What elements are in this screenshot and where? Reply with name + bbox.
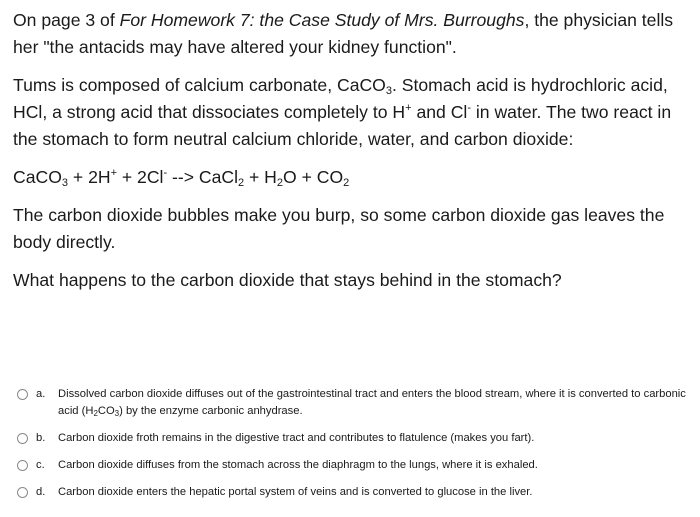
option-c[interactable] [17,457,697,474]
option-d-text: Carbon dioxide enters the hepatic portal system of veins and is converted to glucose in the liver. [58,486,533,498]
option-letter: b. [36,432,46,444]
intro-text: On page 3 of [13,10,120,30]
radio-button-d[interactable] [17,487,28,498]
opt-text-part: ) by the enzyme carbonic anhydrase. [119,405,303,417]
superscript: - [467,102,471,114]
opt-text-part: Dissolved carbon dioxide diffuses out of the gastrointestinal tract and enters the blood stream, where it is converted to carbonic acid (H [58,388,686,417]
option-letter: d. [36,486,46,498]
homework-title: For Homework 7: the Case Study of Mrs. Burroughs [119,10,525,30]
question-paragraph-chemistry [13,72,697,153]
radio-button-a[interactable] [17,389,28,400]
question-paragraph-intro [13,7,697,61]
subscript: 2 [343,177,350,189]
superscript: + [110,167,117,179]
option-a-text [58,386,697,420]
superscript: - [163,167,168,179]
eq-text: --> CaCl [167,167,238,187]
option-letter: a. [36,388,46,400]
subscript: 3 [385,85,392,97]
eq-text: + 2H [68,167,111,187]
option-d[interactable] [17,484,697,501]
subscript: 3 [114,409,120,418]
option-b-text: Carbon dioxide froth remains in the digestive tract and contributes to flatulence (makes you fart). [58,432,535,444]
subscript: 3 [61,177,69,189]
option-letter: c. [36,459,45,471]
answer-options [17,386,697,511]
radio-button-b[interactable] [17,433,28,444]
chem-text: . Stomach acid is hydrochloric acid, HCl, a strong acid that dissociates completely to H [13,75,668,122]
reaction-equation [13,164,697,191]
option-b[interactable] [17,430,697,447]
subscript: 2 [238,177,245,189]
question-prompt: What happens to the carbon dioxide that stays behind in the stomach? [13,270,562,290]
eq-text: + 2Cl [117,167,164,187]
question-paragraph-burp: The carbon dioxide bubbles make you burp, so some carbon dioxide gas leaves the body directly. [13,205,665,252]
chem-text: and Cl [411,102,468,122]
chem-text: Tums is composed of calcium carbonate, CaCO [13,75,386,95]
option-c-text: Carbon dioxide diffuses from the stomach across the diaphragm to the lungs, where it is exhaled. [58,459,538,471]
eq-text: CaCO [13,167,62,187]
chem-text: in water. The two react in the stomach to form neutral calcium chloride, water, and carbon dioxide: [13,102,672,149]
subscript: 2 [276,177,284,189]
option-a[interactable] [17,386,697,420]
radio-button-c[interactable] [17,460,28,471]
eq-text: O + CO [283,167,344,187]
subscript: 2 [93,409,98,418]
eq-text: + H [244,167,277,187]
question-text [13,7,697,305]
superscript: + [405,102,412,114]
intro-quote: , the physician tells her "the antacids may have altered your kidney function". [13,10,674,57]
opt-text-part: CO [97,405,115,417]
